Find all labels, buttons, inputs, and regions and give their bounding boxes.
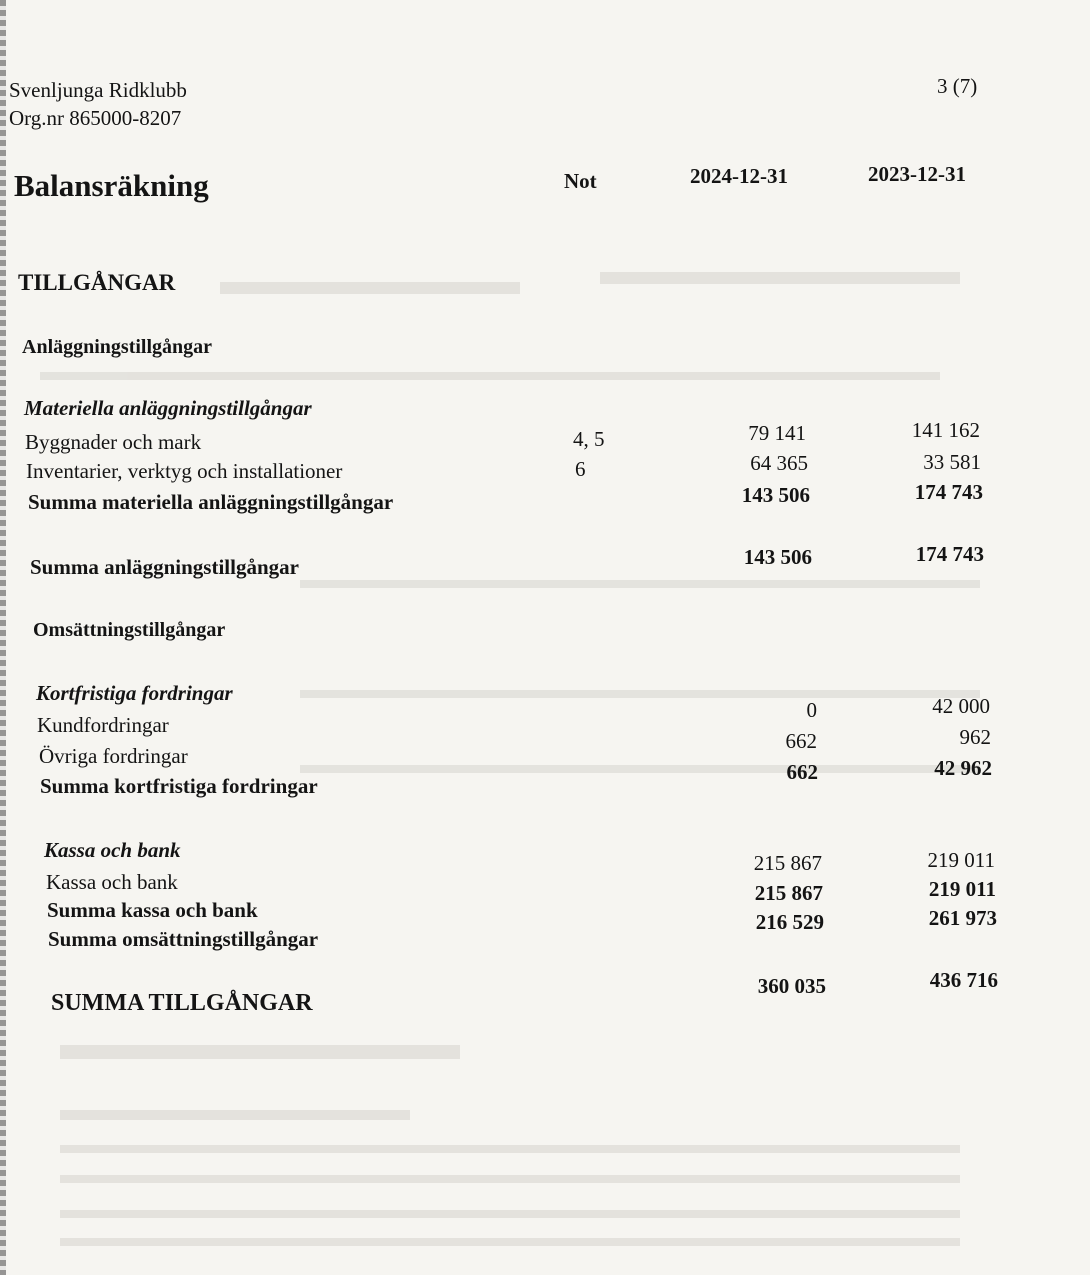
- summa-kortfristiga-label: Summa kortfristiga fordringar: [40, 774, 318, 798]
- row-value-previous: 219 011: [927, 848, 995, 872]
- col-header-current: 2024-12-31: [690, 164, 788, 188]
- row-value-current: 79 141: [748, 421, 806, 445]
- section-tillgangar: TILLGÅNGAR: [18, 270, 176, 295]
- row-label: Inventarier, verktyg och installationer: [26, 459, 343, 483]
- summa-materiella-previous: 174 743: [914, 480, 983, 504]
- heading-materiella: Materiella anläggningstillgångar: [24, 396, 312, 420]
- col-header-previous: 2023-12-31: [868, 162, 966, 186]
- row-value-current: 215 867: [753, 851, 822, 875]
- summa-omsattning-label: Summa omsättningstillgångar: [48, 927, 319, 951]
- summa-omsattning-current: 216 529: [755, 910, 824, 934]
- row-label: Byggnader och mark: [25, 430, 202, 454]
- summa-kassa-previous: 219 011: [928, 877, 996, 901]
- summa-anlaggning-previous: 174 743: [915, 542, 984, 566]
- summa-materiella-label: Summa materiella anläggningstillgångar: [28, 490, 394, 514]
- heading-kassa-och-bank: Kassa och bank: [44, 838, 181, 862]
- row-note: 6: [575, 457, 586, 481]
- col-header-not: Not: [564, 169, 597, 193]
- org-name: Svenljunga Ridklubb: [9, 78, 187, 102]
- row-value-previous: 33 581: [923, 450, 981, 474]
- row-value-previous: 141 162: [911, 418, 980, 442]
- summa-omsattning-previous: 261 973: [928, 906, 997, 930]
- row-label: Kassa och bank: [46, 870, 178, 894]
- row-label: Övriga fordringar: [39, 744, 188, 768]
- heading-omsattningstillgangar: Omsättningstillgångar: [33, 619, 226, 641]
- summa-kassa-current: 215 867: [754, 881, 823, 905]
- summa-materiella-current: 143 506: [741, 483, 810, 507]
- summa-kassa-label: Summa kassa och bank: [47, 898, 258, 922]
- row-value-current: 0: [806, 698, 817, 722]
- row-note: 4, 5: [573, 427, 605, 451]
- row-value-current: 64 365: [750, 451, 808, 475]
- summa-anlaggning-current: 143 506: [743, 545, 812, 569]
- summa-tillgangar-label: SUMMA TILLGÅNGAR: [51, 990, 313, 1016]
- row-value-previous: 962: [959, 725, 991, 749]
- summa-kortfristiga-current: 662: [786, 760, 818, 784]
- summa-anlaggning-label: Summa anläggningstillgångar: [30, 555, 299, 579]
- summa-tillgangar-current: 360 035: [757, 974, 826, 998]
- row-value-previous: 42 000: [932, 694, 990, 718]
- page-number: 3 (7): [937, 74, 978, 98]
- row-label: Kundfordringar: [37, 713, 169, 737]
- org-number: Org.nr 865000-8207: [9, 106, 182, 130]
- summa-tillgangar-previous: 436 716: [929, 968, 998, 992]
- summa-kortfristiga-previous: 42 962: [934, 756, 992, 780]
- heading-kortfristiga: Kortfristiga fordringar: [36, 681, 233, 705]
- row-value-current: 662: [785, 729, 817, 753]
- heading-anlaggningstillgangar: Anläggningstillgångar: [22, 336, 213, 358]
- page-title: Balansräkning: [14, 168, 209, 203]
